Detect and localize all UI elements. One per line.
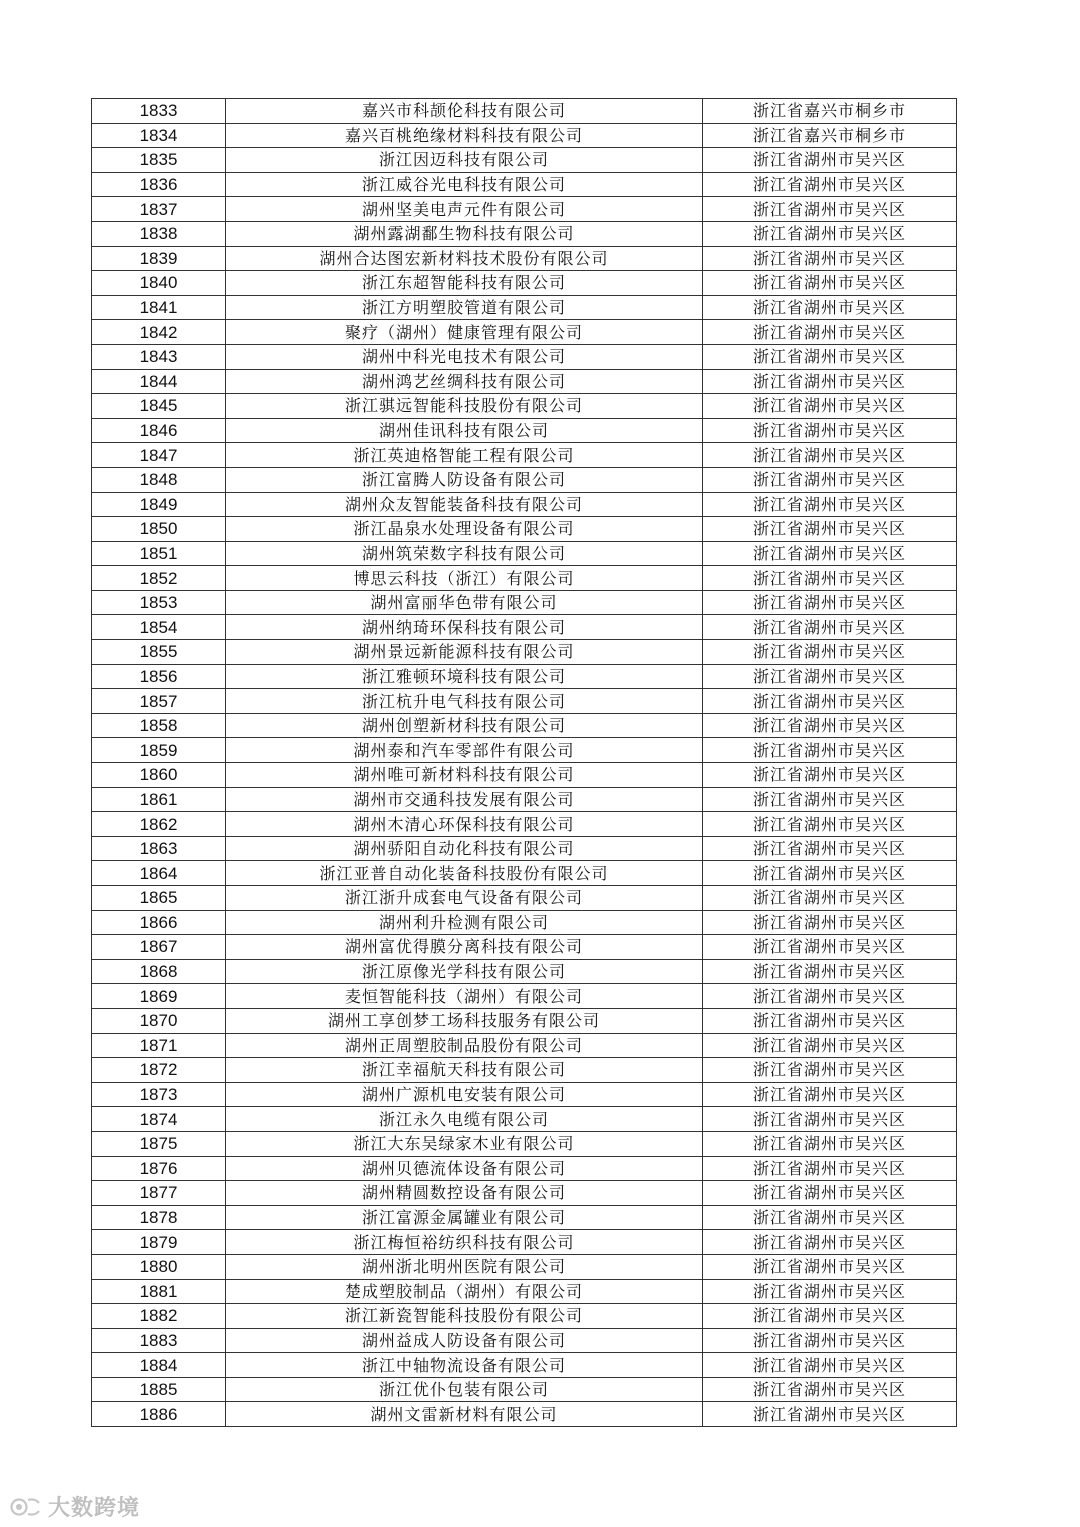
- region: 浙江省湖州市吴兴区: [703, 246, 957, 271]
- row-number: 1851: [92, 541, 226, 566]
- row-number: 1856: [92, 664, 226, 689]
- company-name: 湖州筑荣数字科技有限公司: [226, 541, 703, 566]
- company-name: 浙江亚普自动化装备科技股份有限公司: [226, 861, 703, 886]
- table-row: [92, 664, 957, 689]
- table-row: [92, 271, 957, 296]
- company-list-table: [91, 98, 957, 1427]
- table-row: [92, 861, 957, 886]
- region: 浙江省湖州市吴兴区: [703, 1181, 957, 1206]
- region: 浙江省湖州市吴兴区: [703, 418, 957, 443]
- company-name: 湖州泰和汽车零部件有限公司: [226, 738, 703, 763]
- company-name: 浙江晶泉水处理设备有限公司: [226, 517, 703, 542]
- table-row: [92, 590, 957, 615]
- region: 浙江省湖州市吴兴区: [703, 369, 957, 394]
- row-number: 1833: [92, 99, 226, 124]
- row-number: 1883: [92, 1328, 226, 1353]
- company-name: 浙江杭升电气科技有限公司: [226, 689, 703, 714]
- row-number: 1876: [92, 1156, 226, 1181]
- table-row: [92, 320, 957, 345]
- row-number: 1881: [92, 1279, 226, 1304]
- region: 浙江省湖州市吴兴区: [703, 910, 957, 935]
- region: 浙江省湖州市吴兴区: [703, 344, 957, 369]
- table-row: [92, 1107, 957, 1132]
- region: 浙江省湖州市吴兴区: [703, 271, 957, 296]
- row-number: 1859: [92, 738, 226, 763]
- row-number: 1849: [92, 492, 226, 517]
- region: 浙江省湖州市吴兴区: [703, 1156, 957, 1181]
- region: 浙江省嘉兴市桐乡市: [703, 99, 957, 124]
- company-name: 浙江优仆包装有限公司: [226, 1377, 703, 1402]
- company-name: 浙江大东吴绿家木业有限公司: [226, 1131, 703, 1156]
- table-row: [92, 295, 957, 320]
- row-number: 1874: [92, 1107, 226, 1132]
- company-name: 湖州市交通科技发展有限公司: [226, 787, 703, 812]
- region: 浙江省湖州市吴兴区: [703, 517, 957, 542]
- table-row: [92, 1230, 957, 1255]
- row-number: 1885: [92, 1377, 226, 1402]
- region: 浙江省湖州市吴兴区: [703, 1033, 957, 1058]
- table-row: [92, 1353, 957, 1378]
- company-name: 楚成塑胶制品（湖州）有限公司: [226, 1279, 703, 1304]
- region: 浙江省湖州市吴兴区: [703, 836, 957, 861]
- table-row: [92, 148, 957, 173]
- row-number: 1840: [92, 271, 226, 296]
- region: 浙江省湖州市吴兴区: [703, 1107, 957, 1132]
- table-row: [92, 1008, 957, 1033]
- table-row: [92, 99, 957, 124]
- row-number: 1843: [92, 344, 226, 369]
- table-row: [92, 1082, 957, 1107]
- row-number: 1869: [92, 984, 226, 1009]
- company-name: 浙江方明塑胶管道有限公司: [226, 295, 703, 320]
- table-row: [92, 492, 957, 517]
- region: 浙江省湖州市吴兴区: [703, 590, 957, 615]
- table-row: [92, 123, 957, 148]
- row-number: 1858: [92, 713, 226, 738]
- company-name: 湖州益成人防设备有限公司: [226, 1328, 703, 1353]
- company-name: 湖州坚美电声元件有限公司: [226, 197, 703, 222]
- table-row: [92, 640, 957, 665]
- region: 浙江省湖州市吴兴区: [703, 984, 957, 1009]
- table-row: [92, 886, 957, 911]
- row-number: 1857: [92, 689, 226, 714]
- region: 浙江省湖州市吴兴区: [703, 492, 957, 517]
- row-number: 1845: [92, 394, 226, 419]
- table-row: [92, 787, 957, 812]
- table-row: [92, 467, 957, 492]
- company-name: 麦恒智能科技（湖州）有限公司: [226, 984, 703, 1009]
- table-row: [92, 984, 957, 1009]
- region: 浙江省湖州市吴兴区: [703, 1058, 957, 1083]
- company-name: 博思云科技（浙江）有限公司: [226, 566, 703, 591]
- region: 浙江省湖州市吴兴区: [703, 148, 957, 173]
- region: 浙江省湖州市吴兴区: [703, 1304, 957, 1329]
- company-name: 湖州众友智能装备科技有限公司: [226, 492, 703, 517]
- company-name: 嘉兴市科颉伦科技有限公司: [226, 99, 703, 124]
- region: 浙江省湖州市吴兴区: [703, 664, 957, 689]
- row-number: 1841: [92, 295, 226, 320]
- region: 浙江省湖州市吴兴区: [703, 221, 957, 246]
- company-name: 湖州露湖鄱生物科技有限公司: [226, 221, 703, 246]
- table-row: [92, 1279, 957, 1304]
- table-row: [92, 959, 957, 984]
- region: 浙江省湖州市吴兴区: [703, 1205, 957, 1230]
- row-number: 1839: [92, 246, 226, 271]
- company-name: 浙江永久电缆有限公司: [226, 1107, 703, 1132]
- region: 浙江省湖州市吴兴区: [703, 172, 957, 197]
- row-number: 1838: [92, 221, 226, 246]
- row-number: 1836: [92, 172, 226, 197]
- row-number: 1866: [92, 910, 226, 935]
- table-row: [92, 935, 957, 960]
- region: 浙江省湖州市吴兴区: [703, 738, 957, 763]
- row-number: 1834: [92, 123, 226, 148]
- company-name: 湖州木清心环保科技有限公司: [226, 812, 703, 837]
- row-number: 1844: [92, 369, 226, 394]
- watermark-text: 大数跨境: [48, 1496, 141, 1521]
- table-row: [92, 418, 957, 443]
- row-number: 1868: [92, 959, 226, 984]
- region: 浙江省湖州市吴兴区: [703, 1377, 957, 1402]
- company-name: 湖州合达图宏新材料技术股份有限公司: [226, 246, 703, 271]
- table-row: [92, 615, 957, 640]
- company-name: 嘉兴百桃绝缘材料科技有限公司: [226, 123, 703, 148]
- region: 浙江省湖州市吴兴区: [703, 763, 957, 788]
- table-row: [92, 1254, 957, 1279]
- table-row: [92, 1304, 957, 1329]
- table-row: [92, 836, 957, 861]
- region: 浙江省湖州市吴兴区: [703, 467, 957, 492]
- company-name: 浙江威谷光电科技有限公司: [226, 172, 703, 197]
- company-name: 浙江新瓷智能科技股份有限公司: [226, 1304, 703, 1329]
- company-name: 湖州利升检测有限公司: [226, 910, 703, 935]
- row-number: 1863: [92, 836, 226, 861]
- watermark: [10, 1491, 140, 1522]
- company-name: 湖州富丽华色带有限公司: [226, 590, 703, 615]
- company-name: 湖州唯可新材料科技有限公司: [226, 763, 703, 788]
- row-number: 1861: [92, 787, 226, 812]
- row-number: 1862: [92, 812, 226, 837]
- row-number: 1852: [92, 566, 226, 591]
- row-number: 1864: [92, 861, 226, 886]
- table-row: [92, 910, 957, 935]
- row-number: 1875: [92, 1131, 226, 1156]
- company-name: 浙江富腾人防设备有限公司: [226, 467, 703, 492]
- company-name: 湖州广源机电安装有限公司: [226, 1082, 703, 1107]
- row-number: 1848: [92, 467, 226, 492]
- table-row: [92, 1058, 957, 1083]
- table-row: [92, 246, 957, 271]
- company-name: 浙江骐远智能科技股份有限公司: [226, 394, 703, 419]
- table-row: [92, 566, 957, 591]
- table-row: [92, 517, 957, 542]
- company-name: 湖州纳琦环保科技有限公司: [226, 615, 703, 640]
- company-name: 浙江浙升成套电气设备有限公司: [226, 886, 703, 911]
- region: 浙江省湖州市吴兴区: [703, 295, 957, 320]
- row-number: 1837: [92, 197, 226, 222]
- table-row: [92, 1377, 957, 1402]
- company-name: 湖州精圆数控设备有限公司: [226, 1181, 703, 1206]
- row-number: 1867: [92, 935, 226, 960]
- company-name: 湖州景远新能源科技有限公司: [226, 640, 703, 665]
- row-number: 1871: [92, 1033, 226, 1058]
- region: 浙江省湖州市吴兴区: [703, 394, 957, 419]
- company-name: 浙江原像光学科技有限公司: [226, 959, 703, 984]
- company-name: 湖州浙北明州医院有限公司: [226, 1254, 703, 1279]
- table-row: [92, 1328, 957, 1353]
- row-number: 1879: [92, 1230, 226, 1255]
- region: 浙江省湖州市吴兴区: [703, 861, 957, 886]
- table-row: [92, 1205, 957, 1230]
- table-row: [92, 369, 957, 394]
- company-name: 湖州中科光电技术有限公司: [226, 344, 703, 369]
- region: 浙江省湖州市吴兴区: [703, 615, 957, 640]
- table-row: [92, 1181, 957, 1206]
- region: 浙江省湖州市吴兴区: [703, 443, 957, 468]
- company-name: 浙江中轴物流设备有限公司: [226, 1353, 703, 1378]
- table-row: [92, 344, 957, 369]
- row-number: 1872: [92, 1058, 226, 1083]
- row-number: 1835: [92, 148, 226, 173]
- row-number: 1880: [92, 1254, 226, 1279]
- table-row: [92, 1131, 957, 1156]
- region: 浙江省湖州市吴兴区: [703, 689, 957, 714]
- region: 浙江省湖州市吴兴区: [703, 1254, 957, 1279]
- region: 浙江省湖州市吴兴区: [703, 959, 957, 984]
- region: 浙江省湖州市吴兴区: [703, 1230, 957, 1255]
- table-row: [92, 763, 957, 788]
- region: 浙江省湖州市吴兴区: [703, 787, 957, 812]
- region: 浙江省湖州市吴兴区: [703, 713, 957, 738]
- region: 浙江省湖州市吴兴区: [703, 541, 957, 566]
- region: 浙江省湖州市吴兴区: [703, 1131, 957, 1156]
- table-row: [92, 197, 957, 222]
- table-row: [92, 1033, 957, 1058]
- region: 浙江省湖州市吴兴区: [703, 197, 957, 222]
- company-name: 湖州工享创梦工场科技服务有限公司: [226, 1008, 703, 1033]
- row-number: 1870: [92, 1008, 226, 1033]
- table-row: [92, 443, 957, 468]
- row-number: 1886: [92, 1402, 226, 1427]
- company-name: 湖州创塑新材科技有限公司: [226, 713, 703, 738]
- row-number: 1846: [92, 418, 226, 443]
- company-name: 浙江东超智能科技有限公司: [226, 271, 703, 296]
- region: 浙江省湖州市吴兴区: [703, 1402, 957, 1427]
- row-number: 1884: [92, 1353, 226, 1378]
- company-name: 聚疗（湖州）健康管理有限公司: [226, 320, 703, 345]
- company-name: 湖州文雷新材料有限公司: [226, 1402, 703, 1427]
- row-number: 1878: [92, 1205, 226, 1230]
- region: 浙江省湖州市吴兴区: [703, 640, 957, 665]
- company-name: 湖州佳讯科技有限公司: [226, 418, 703, 443]
- row-number: 1873: [92, 1082, 226, 1107]
- company-name: 湖州鸿艺丝绸科技有限公司: [226, 369, 703, 394]
- row-number: 1882: [92, 1304, 226, 1329]
- row-number: 1854: [92, 615, 226, 640]
- table-row: [92, 812, 957, 837]
- region: 浙江省湖州市吴兴区: [703, 320, 957, 345]
- region: 浙江省湖州市吴兴区: [703, 812, 957, 837]
- table-row: [92, 713, 957, 738]
- row-number: 1847: [92, 443, 226, 468]
- company-name: 湖州正周塑胶制品股份有限公司: [226, 1033, 703, 1058]
- region: 浙江省湖州市吴兴区: [703, 1279, 957, 1304]
- row-number: 1865: [92, 886, 226, 911]
- row-number: 1842: [92, 320, 226, 345]
- table-row: [92, 221, 957, 246]
- company-name: 浙江英迪格智能工程有限公司: [226, 443, 703, 468]
- row-number: 1853: [92, 590, 226, 615]
- region: 浙江省湖州市吴兴区: [703, 886, 957, 911]
- region: 浙江省湖州市吴兴区: [703, 935, 957, 960]
- row-number: 1855: [92, 640, 226, 665]
- row-number: 1860: [92, 763, 226, 788]
- table-row: [92, 172, 957, 197]
- company-name: 浙江富源金属罐业有限公司: [226, 1205, 703, 1230]
- region: 浙江省湖州市吴兴区: [703, 1082, 957, 1107]
- company-name: 浙江幸福航天科技有限公司: [226, 1058, 703, 1083]
- company-name: 湖州骄阳自动化科技有限公司: [226, 836, 703, 861]
- table-row: [92, 738, 957, 763]
- table-body: [92, 99, 957, 1427]
- table-row: [92, 394, 957, 419]
- company-name: 浙江因迈科技有限公司: [226, 148, 703, 173]
- table-row: [92, 1402, 957, 1427]
- company-name: 浙江雅顿环境科技有限公司: [226, 664, 703, 689]
- company-name: 浙江梅恒裕纺织科技有限公司: [226, 1230, 703, 1255]
- row-number: 1877: [92, 1181, 226, 1206]
- row-number: 1850: [92, 517, 226, 542]
- dashuju-logo-icon: [10, 1494, 42, 1520]
- region: 浙江省嘉兴市桐乡市: [703, 123, 957, 148]
- region: 浙江省湖州市吴兴区: [703, 1008, 957, 1033]
- table-row: [92, 689, 957, 714]
- company-name: 湖州富优得膜分离科技有限公司: [226, 935, 703, 960]
- company-name: 湖州贝德流体设备有限公司: [226, 1156, 703, 1181]
- region: 浙江省湖州市吴兴区: [703, 1328, 957, 1353]
- table-row: [92, 541, 957, 566]
- region: 浙江省湖州市吴兴区: [703, 1353, 957, 1378]
- region: 浙江省湖州市吴兴区: [703, 566, 957, 591]
- table-row: [92, 1156, 957, 1181]
